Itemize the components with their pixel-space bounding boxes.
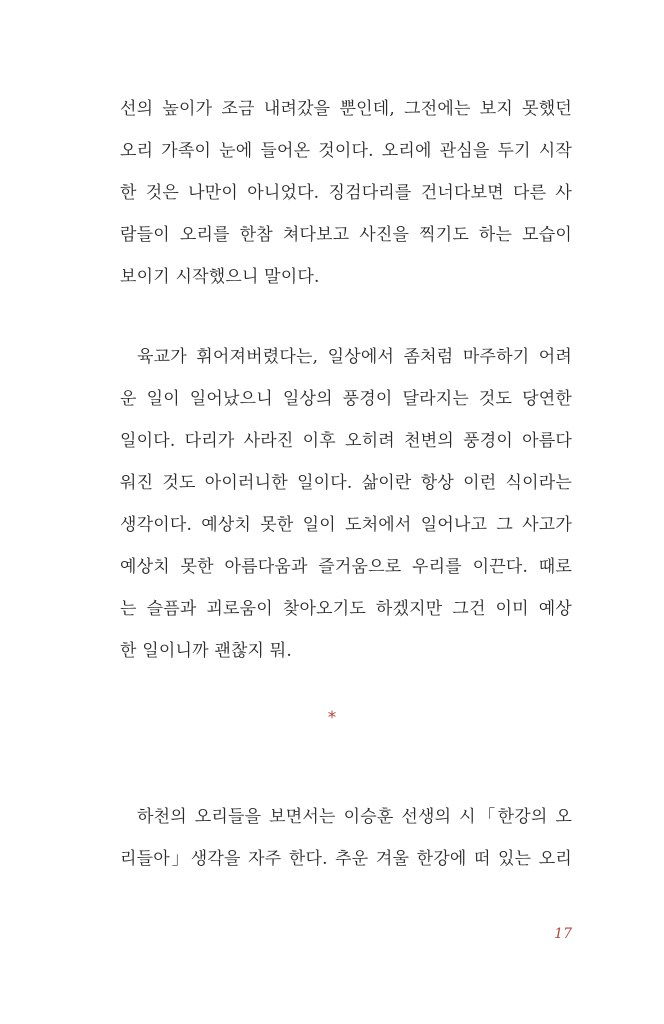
text-line: 하천의 오리들을 보면서는 이승훈 선생의 시「한강의 오	[137, 807, 572, 827]
text-line: 오리 가족이 눈에 들어온 것이다. 오리에 관심을 두기 시작	[120, 141, 572, 161]
text-line: 는 슬픔과 괴로움이 찾아오기도 하겠지만 그건 이미 예상	[120, 599, 572, 619]
text-line: 리들아」생각을 자주 한다. 추운 겨울 한강에 떠 있는 오리	[120, 849, 572, 869]
text-line: 워진 것도 아이러니한 일이다. 삶이란 항상 이런 식이라는	[120, 473, 572, 493]
text-line: 한 것은 나만이 아니었다. 징검다리를 건너다보면 다른 사	[120, 183, 572, 203]
text-line: 람들이 오리를 한참 쳐다보고 사진을 찍기도 하는 모습이	[120, 225, 572, 245]
page-number: 17	[554, 926, 572, 942]
text-line: 예상치 못한 아름다움과 즐거움으로 우리를 이끈다. 때로	[120, 557, 572, 577]
text-line: 보이기 시작했으니 말이다.	[120, 267, 320, 287]
text-line: 일이다. 다리가 사라진 이후 오히려 천변의 풍경이 아름다	[120, 431, 572, 451]
section-divider-asterisk: *	[327, 708, 337, 728]
paragraph-2	[120, 336, 572, 672]
paragraph-3	[120, 796, 572, 880]
paragraph-1	[120, 88, 572, 298]
text-line: 육교가 휘어져버렸다는, 일상에서 좀처럼 마주하기 어려	[137, 347, 572, 367]
text-line: 한 일이니까 괜찮지 뭐.	[120, 641, 293, 661]
text-line: 선의 높이가 조금 내려갔을 뿐인데, 그전에는 보지 못했던	[120, 99, 572, 119]
text-line: 생각이다. 예상치 못한 일이 도처에서 일어나고 그 사고가	[120, 515, 572, 535]
text-line: 운 일이 일어났으니 일상의 풍경이 달라지는 것도 당연한	[120, 389, 572, 409]
